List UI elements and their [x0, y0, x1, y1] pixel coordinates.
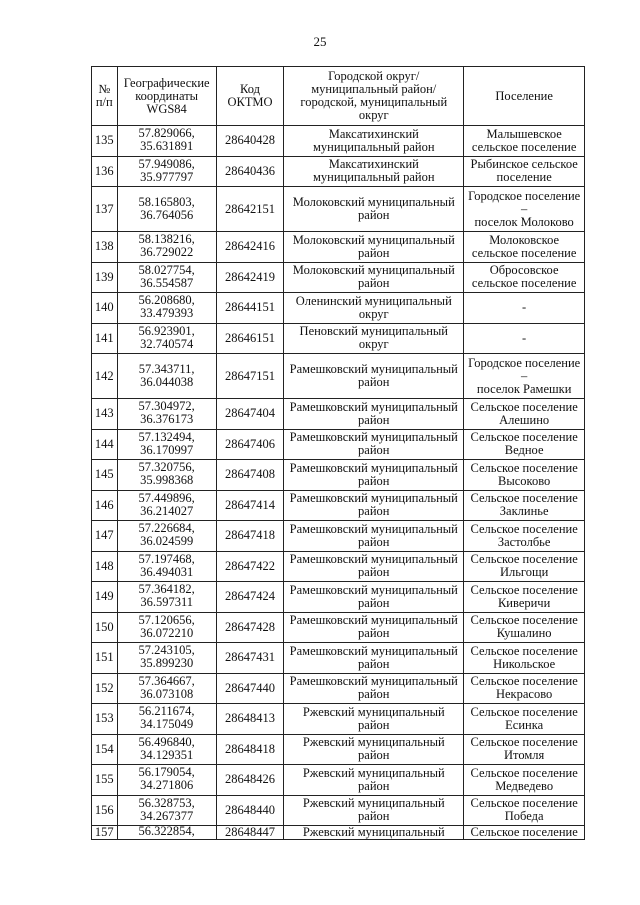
row-settlement: Малышевское сельское поселение [464, 126, 585, 157]
row-settlement: Молоковское сельское поселение [464, 232, 585, 263]
row-coordinates: 57.449896, 36.214027 [117, 490, 216, 521]
row-municipality: Молоковский муниципальный район [284, 262, 464, 293]
row-settlement: Рыбинское сельское поселение [464, 156, 585, 187]
table-row [92, 187, 585, 232]
row-oktmo: 28648440 [216, 795, 284, 826]
row-oktmo: 28648447 [216, 826, 284, 840]
row-oktmo: 28647428 [216, 612, 284, 643]
row-number: 135 [92, 126, 118, 157]
table-row [92, 826, 585, 840]
table-row [92, 582, 585, 613]
row-number: 157 [92, 826, 118, 840]
row-settlement: Сельское поселение Киверичи [464, 582, 585, 613]
row-number: 145 [92, 460, 118, 491]
row-settlement: Сельское поселение Победа [464, 795, 585, 826]
row-municipality: Рамешковский муниципальный район [284, 551, 464, 582]
row-oktmo: 28647431 [216, 643, 284, 674]
row-oktmo: 28640428 [216, 126, 284, 157]
table-row [92, 612, 585, 643]
row-coordinates: 57.197468, 36.494031 [117, 551, 216, 582]
row-oktmo: 28647408 [216, 460, 284, 491]
table-row [92, 551, 585, 582]
table-row [92, 673, 585, 704]
row-oktmo: 28647418 [216, 521, 284, 552]
row-number: 143 [92, 399, 118, 430]
row-number: 149 [92, 582, 118, 613]
row-oktmo: 28647414 [216, 490, 284, 521]
row-number: 154 [92, 734, 118, 765]
row-oktmo: 28647406 [216, 429, 284, 460]
row-municipality: Рамешковский муниципальный район [284, 354, 464, 399]
row-number: 141 [92, 323, 118, 354]
table-row [92, 429, 585, 460]
row-coordinates: 58.165803, 36.764056 [117, 187, 216, 232]
row-settlement: Сельское поселение Медведево [464, 765, 585, 796]
row-municipality: Рамешковский муниципальный район [284, 399, 464, 430]
row-coordinates: 56.496840, 34.129351 [117, 734, 216, 765]
row-municipality: Рамешковский муниципальный район [284, 643, 464, 674]
row-oktmo: 28646151 [216, 323, 284, 354]
row-oktmo: 28642151 [216, 187, 284, 232]
row-municipality: Рамешковский муниципальный район [284, 673, 464, 704]
table-row [92, 643, 585, 674]
row-settlement: Сельское поселение Алешино [464, 399, 585, 430]
row-municipality: Рамешковский муниципальный район [284, 612, 464, 643]
row-settlement: Сельское поселение Некрасово [464, 673, 585, 704]
table-row [92, 354, 585, 399]
row-settlement: Городское поселение – поселок Рамешки [464, 354, 585, 399]
row-number: 146 [92, 490, 118, 521]
row-coordinates: 58.138216, 36.729022 [117, 232, 216, 263]
settlements-table [91, 66, 585, 840]
row-coordinates: 56.322854, [117, 826, 216, 840]
row-coordinates: 57.343711, 36.044038 [117, 354, 216, 399]
row-municipality: Молоковский муниципальный район [284, 232, 464, 263]
row-municipality: Ржевский муниципальный район [284, 795, 464, 826]
row-settlement: Городское поселение – поселок Молоково [464, 187, 585, 232]
row-coordinates: 56.328753, 34.267377 [117, 795, 216, 826]
row-municipality: Ржевский муниципальный район [284, 704, 464, 735]
table-row [92, 323, 585, 354]
row-coordinates: 56.208680, 33.479393 [117, 293, 216, 324]
table-row [92, 765, 585, 796]
row-municipality: Рамешковский муниципальный район [284, 429, 464, 460]
row-municipality: Рамешковский муниципальный район [284, 460, 464, 491]
row-oktmo: 28647422 [216, 551, 284, 582]
table-row [92, 126, 585, 157]
row-oktmo: 28647424 [216, 582, 284, 613]
row-coordinates: 57.364182, 36.597311 [117, 582, 216, 613]
header-settlement: Поселение [464, 67, 585, 126]
row-oktmo: 28648426 [216, 765, 284, 796]
table-row [92, 399, 585, 430]
header-coordinates: Географические координаты WGS84 [117, 67, 216, 126]
row-oktmo: 28644151 [216, 293, 284, 324]
row-number: 140 [92, 293, 118, 324]
row-settlement: Обросовское сельское поселение [464, 262, 585, 293]
row-number: 137 [92, 187, 118, 232]
table-row [92, 521, 585, 552]
row-number: 156 [92, 795, 118, 826]
row-coordinates: 57.364667, 36.073108 [117, 673, 216, 704]
row-number: 152 [92, 673, 118, 704]
row-number: 136 [92, 156, 118, 187]
row-municipality: Рамешковский муниципальный район [284, 490, 464, 521]
table-row [92, 460, 585, 491]
table-row [92, 490, 585, 521]
row-municipality: Рамешковский муниципальный район [284, 582, 464, 613]
header-municipality: Городской округ/ муниципальный район/городской, муниципальный округ [284, 67, 464, 126]
row-settlement: Сельское поселение Итомля [464, 734, 585, 765]
row-oktmo: 28648418 [216, 734, 284, 765]
row-number: 153 [92, 704, 118, 735]
row-coordinates: 57.243105, 35.899230 [117, 643, 216, 674]
row-coordinates: 57.829066, 35.631891 [117, 126, 216, 157]
row-coordinates: 56.211674, 34.175049 [117, 704, 216, 735]
header-oktmo: Код ОКТМО [216, 67, 284, 126]
row-oktmo: 28647440 [216, 673, 284, 704]
row-oktmo: 28640436 [216, 156, 284, 187]
row-settlement: Сельское поселение Есинка [464, 704, 585, 735]
row-oktmo: 28647151 [216, 354, 284, 399]
row-number: 151 [92, 643, 118, 674]
table-body [92, 126, 585, 840]
row-coordinates: 57.949086, 35.977797 [117, 156, 216, 187]
table-row [92, 734, 585, 765]
row-municipality: Ржевский муниципальный район [284, 734, 464, 765]
row-settlement: Сельское поселение Кушалино [464, 612, 585, 643]
row-settlement: - [464, 323, 585, 354]
row-coordinates: 57.226684, 36.024599 [117, 521, 216, 552]
row-municipality: Пеновский муниципальный округ [284, 323, 464, 354]
row-number: 150 [92, 612, 118, 643]
row-municipality: Оленинский муниципальный округ [284, 293, 464, 324]
table-header-row [92, 67, 585, 126]
row-settlement: - [464, 293, 585, 324]
row-coordinates: 58.027754, 36.554587 [117, 262, 216, 293]
row-coordinates: 56.923901, 32.740574 [117, 323, 216, 354]
row-number: 142 [92, 354, 118, 399]
row-settlement: Сельское поселение Заклинье [464, 490, 585, 521]
row-municipality: Максатихинский муниципальный район [284, 126, 464, 157]
row-number: 144 [92, 429, 118, 460]
row-municipality: Максатихинский муниципальный район [284, 156, 464, 187]
table-row [92, 293, 585, 324]
row-settlement: Сельское поселение Ильгощи [464, 551, 585, 582]
table-row [92, 704, 585, 735]
row-settlement: Сельское поселение Никольское [464, 643, 585, 674]
row-coordinates: 57.304972, 36.376173 [117, 399, 216, 430]
row-settlement: Сельское поселение [464, 826, 585, 840]
row-oktmo: 28642419 [216, 262, 284, 293]
row-municipality: Ржевский муниципальный район [284, 765, 464, 796]
row-coordinates: 57.132494, 36.170997 [117, 429, 216, 460]
row-number: 139 [92, 262, 118, 293]
row-number: 155 [92, 765, 118, 796]
row-municipality: Молоковский муниципальный район [284, 187, 464, 232]
row-oktmo: 28647404 [216, 399, 284, 430]
row-coordinates: 57.320756, 35.998368 [117, 460, 216, 491]
row-settlement: Сельское поселение Ведное [464, 429, 585, 460]
row-oktmo: 28648413 [216, 704, 284, 735]
row-municipality: Рамешковский муниципальный район [284, 521, 464, 552]
row-municipality: Ржевский муниципальный [284, 826, 464, 840]
table-row [92, 156, 585, 187]
header-num: № п/п [92, 67, 118, 126]
table-row [92, 262, 585, 293]
row-coordinates: 56.179054, 34.271806 [117, 765, 216, 796]
table-row [92, 232, 585, 263]
row-settlement: Сельское поселение Высоково [464, 460, 585, 491]
page-number: 25 [313, 34, 327, 49]
table-row [92, 795, 585, 826]
row-number: 147 [92, 521, 118, 552]
row-number: 148 [92, 551, 118, 582]
row-settlement: Сельское поселение Застолбье [464, 521, 585, 552]
row-oktmo: 28642416 [216, 232, 284, 263]
row-number: 138 [92, 232, 118, 263]
row-coordinates: 57.120656, 36.072210 [117, 612, 216, 643]
